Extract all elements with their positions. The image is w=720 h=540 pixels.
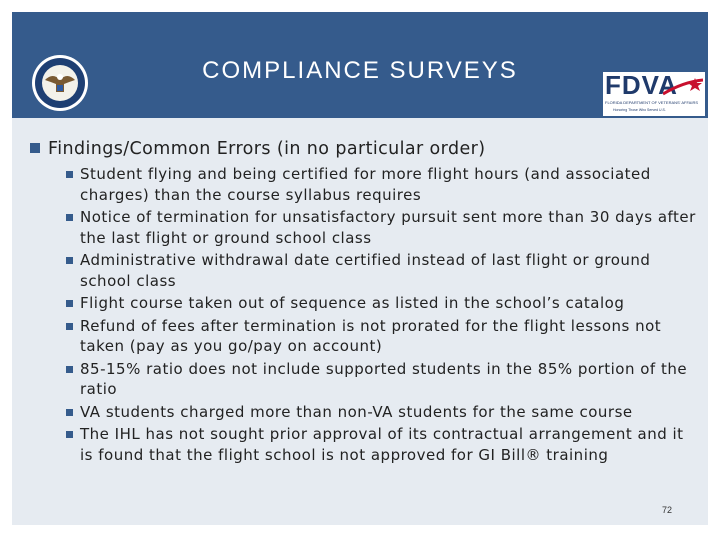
list-item: [64, 293, 700, 314]
list-item: [64, 316, 700, 357]
page-number: 72: [662, 505, 673, 515]
list-item-text: Student flying and being certified for more flight hours (and associated charges) than the course syllabus requires: [80, 165, 651, 204]
bullet-icon: [66, 257, 73, 264]
list-item-text: Notice of termination for unsatisfactory pursuit sent more than 30 days after the last flight or ground school class: [80, 208, 696, 247]
list-item-text: Refund of fees after termination is not prorated for the flight lessons not taken (pay as you go/pay on account): [80, 316, 662, 355]
list-item: [64, 250, 700, 291]
star-swoosh-icon: [663, 76, 703, 96]
findings-list: [30, 164, 700, 465]
fdva-logo-tagline: Honoring Those Who Served U.S.: [613, 108, 666, 112]
list-item: [64, 402, 700, 423]
list-item-text: Flight course taken out of sequence as listed in the school’s catalog: [80, 294, 625, 312]
bullet-icon: [66, 323, 73, 330]
list-item-text: VA students charged more than non-VA students for the same course: [80, 402, 633, 421]
bullet-icon: [66, 366, 73, 373]
bullet-icon: [66, 300, 73, 307]
fdva-logo-subtitle: FLORIDA DEPARTMENT OF VETERANS' AFFAIRS: [605, 100, 699, 105]
list-item-text: 85-15% ratio does not include supported students in the 85% portion of the ratio: [80, 359, 688, 398]
bullet-icon: [66, 431, 73, 438]
bullet-icon: [66, 214, 73, 221]
bullet-icon: [66, 171, 73, 178]
list-item: [64, 424, 700, 465]
list-item: [64, 207, 700, 248]
slide-title: COMPLIANCE SURVEYS: [202, 57, 518, 84]
list-item: [64, 164, 700, 205]
fdva-logo: [603, 72, 705, 116]
list-item-text: The IHL has not sought prior approval of its contractual arrangement and it is found that the flight school is not approved for GI Bill® training: [80, 425, 684, 464]
fdva-logo-text: FDVA: [605, 70, 678, 100]
va-seal-icon: [31, 54, 89, 112]
bullet-icon: [66, 409, 73, 416]
content-area: [30, 139, 700, 467]
findings-heading: Findings/Common Errors (in no particular order): [48, 139, 486, 159]
list-item: [64, 359, 700, 400]
heading-row: [30, 139, 700, 159]
bullet-icon: [30, 143, 40, 153]
list-item-text: Administrative withdrawal date certified instead of last flight or ground school class: [80, 251, 651, 290]
